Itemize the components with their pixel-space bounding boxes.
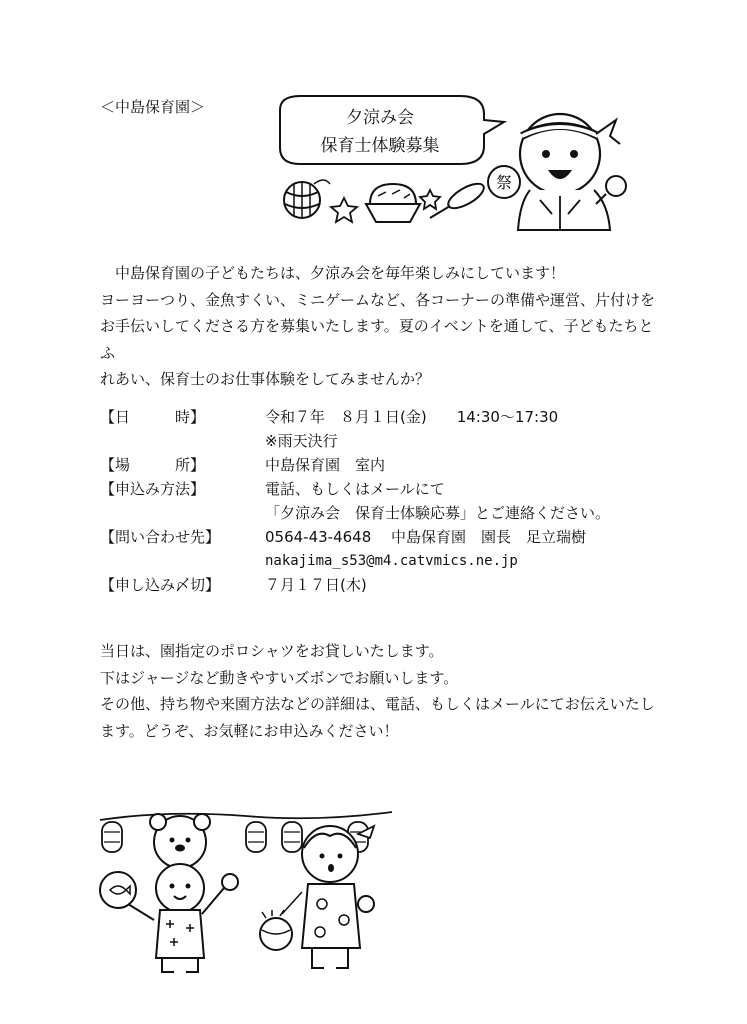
deadline-label: 【申し込み〆切】 [100, 576, 221, 594]
datetime-label: 【日 時】 [100, 408, 206, 426]
header-illustration [270, 92, 640, 232]
festival-glyph: 祭 [495, 173, 513, 192]
intro-line: ヨーヨーつり、金魚すくい、ミニゲームなど、各コーナーの準備や運営、片付けを [100, 290, 656, 309]
note-line: 下はジャージなど動きやすいズボンでお願いします。 [100, 668, 459, 687]
apply-label: 【申込み方法】 [100, 480, 206, 498]
contact-email[interactable]: nakajima_s53@m4.catvmics.ne.jp [265, 553, 518, 569]
footer-illustration [96, 808, 396, 978]
datetime-value: 令和７年 ８月１日(金) 14:30～17:30 [265, 408, 559, 426]
children-festival-illustration-icon [96, 808, 396, 978]
apply-value: 電話、もしくはメールにて [265, 480, 445, 498]
bubble-subtitle: 保育士体験募集 [320, 136, 440, 156]
note-line: その他、持ち物や来園方法などの詳細は、電話、もしくはメールにてお伝えいたし [100, 695, 655, 713]
deadline-value: ７月１７日(木) [265, 576, 367, 594]
contact-label: 【問い合わせ先】 [100, 528, 221, 546]
note-line: ます。どうぞ、お気軽にお申込みください！ [100, 721, 399, 740]
notes-paragraph [100, 638, 660, 744]
rain-note: ※雨天決行 [265, 432, 338, 450]
bubble-title: 夕涼み会 [346, 108, 414, 128]
place-label: 【場 所】 [100, 456, 206, 474]
place-value: 中島保育園 室内 [265, 456, 386, 474]
intro-paragraph [100, 260, 660, 393]
apply-instruction: 「夕涼み会 保育士体験応募」とご連絡ください。 [265, 504, 611, 522]
note-line: 当日は、園指定のポロシャツをお貸しいたします。 [100, 642, 444, 660]
intro-line: れあい、保育士のお仕事体験をしてみませんか？ [100, 370, 431, 388]
intro-line: お手伝いしてくださる方を募集いたします。夏のイベントを通して、子どもたちとふ [100, 317, 654, 362]
organization-label: ＜中島保育園＞ [100, 98, 206, 116]
intro-line: 中島保育園の子どもたちは、夕涼み会を毎年楽しみにしています！ [100, 264, 566, 282]
contact-phone[interactable]: 0564-43-4648 中島保育園 園長 足立瑞樹 [265, 528, 587, 546]
